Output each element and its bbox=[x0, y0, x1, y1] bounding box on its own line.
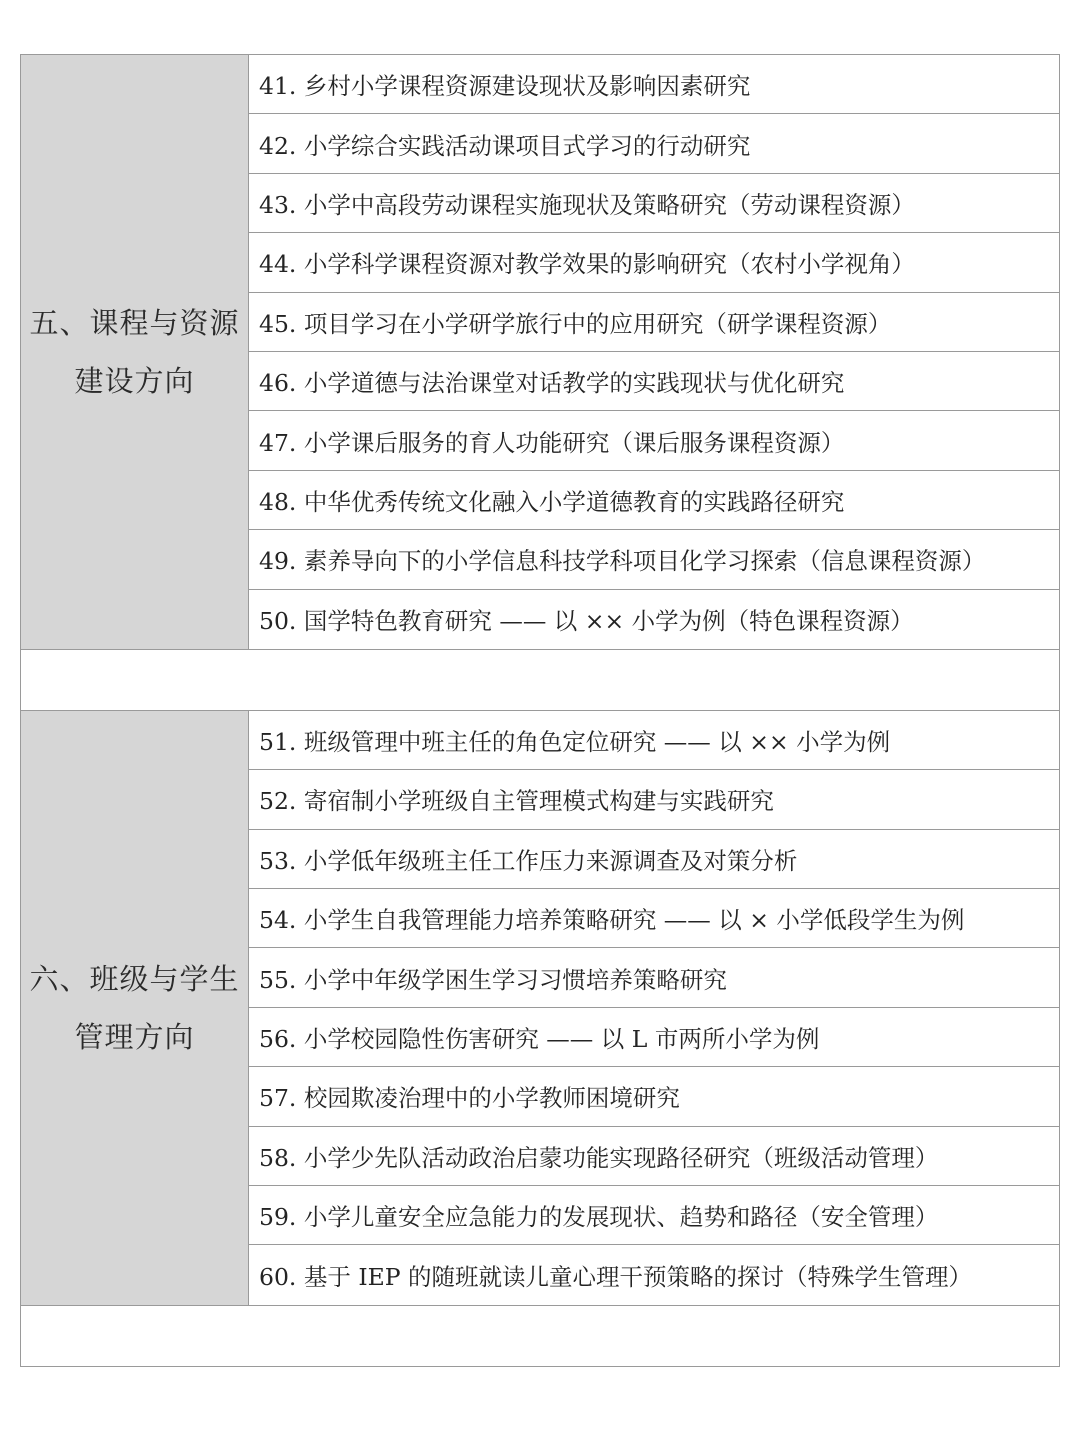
topic-row: 55. 小学中年级学困生学习习惯培养策略研究 bbox=[249, 948, 1059, 1007]
topic-row: 54. 小学生自我管理能力培养策略研究 —— 以 × 小学低段学生为例 bbox=[249, 889, 1059, 948]
topic-list bbox=[249, 711, 1059, 1305]
empty-row bbox=[21, 1306, 1059, 1366]
topic-row: 53. 小学低年级班主任工作压力来源调查及对策分析 bbox=[249, 830, 1059, 889]
category-cell bbox=[21, 711, 249, 1305]
topic-row: 59. 小学儿童安全应急能力的发展现状、趋势和路径（安全管理） bbox=[249, 1186, 1059, 1245]
topic-row: 58. 小学少先队活动政治启蒙功能实现路径研究（班级活动管理） bbox=[249, 1127, 1059, 1186]
category-cell bbox=[21, 55, 249, 649]
category-label bbox=[29, 950, 239, 1066]
topic-row: 51. 班级管理中班主任的角色定位研究 —— 以 ×× 小学为例 bbox=[249, 711, 1059, 770]
topic-row: 48. 中华优秀传统文化融入小学道德教育的实践路径研究 bbox=[249, 471, 1059, 530]
topic-row: 45. 项目学习在小学研学旅行中的应用研究（研学课程资源） bbox=[249, 293, 1059, 352]
topic-row: 41. 乡村小学课程资源建设现状及影响因素研究 bbox=[249, 55, 1059, 114]
topic-row: 52. 寄宿制小学班级自主管理模式构建与实践研究 bbox=[249, 770, 1059, 829]
section-class-student-management bbox=[21, 711, 1059, 1306]
category-label-line1: 六、班级与学生 bbox=[29, 961, 240, 996]
category-label-line1: 五、课程与资源 bbox=[29, 305, 240, 340]
topic-row: 42. 小学综合实践活动课项目式学习的行动研究 bbox=[249, 114, 1059, 173]
topics-table bbox=[20, 54, 1060, 1367]
category-label-line2: 建设方向 bbox=[74, 363, 195, 398]
category-label-line2: 管理方向 bbox=[74, 1019, 195, 1054]
empty-row bbox=[21, 650, 1059, 711]
topic-list bbox=[249, 55, 1059, 649]
topic-row: 57. 校园欺凌治理中的小学教师困境研究 bbox=[249, 1067, 1059, 1126]
topic-row: 60. 基于 IEP 的随班就读儿童心理干预策略的探讨（特殊学生管理） bbox=[259, 1263, 973, 1292]
category-label bbox=[29, 294, 239, 410]
section-curriculum-resources bbox=[21, 55, 1059, 650]
topic-row: 47. 小学课后服务的育人功能研究（课后服务课程资源） bbox=[249, 411, 1059, 470]
topic-row: 49. 素养导向下的小学信息科技学科项目化学习探索（信息课程资源） bbox=[249, 530, 1059, 589]
topic-row: 56. 小学校园隐性伤害研究 —— 以 L 市两所小学为例 bbox=[249, 1008, 1059, 1067]
topic-row: 46. 小学道德与法治课堂对话教学的实践现状与优化研究 bbox=[249, 352, 1059, 411]
topic-row: 44. 小学科学课程资源对教学效果的影响研究（农村小学视角） bbox=[249, 233, 1059, 292]
topic-row: 50. 国学特色教育研究 —— 以 ×× 小学为例（特色课程资源） bbox=[259, 607, 914, 636]
topic-row: 43. 小学中高段劳动课程实施现状及策略研究（劳动课程资源） bbox=[249, 174, 1059, 233]
